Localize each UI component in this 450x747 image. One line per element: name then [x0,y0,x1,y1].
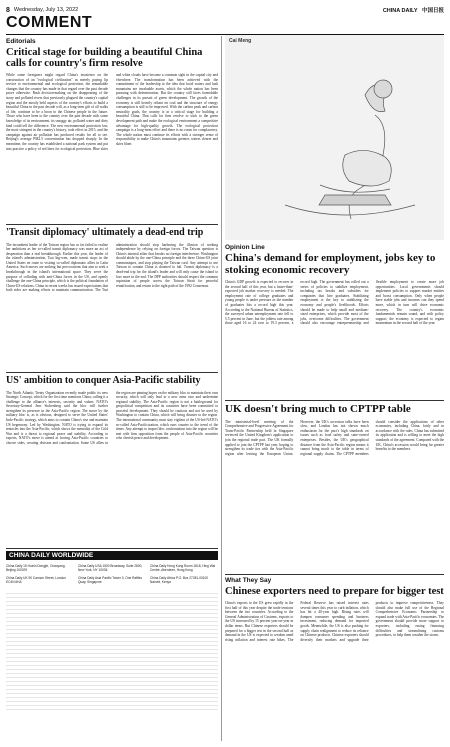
divider [6,372,218,373]
uk-editorial [225,404,444,570]
cartoon-illustration [225,35,444,240]
publisher-title: CHINA DAILY WORLDWIDE [6,551,218,560]
publisher-offices [6,564,218,584]
paper-name-chinese: 中国日报 [421,8,444,14]
cartoon-artist: Cai Meng [229,38,252,44]
taiwan-editorial [6,228,218,363]
page-number: 8 [6,6,10,14]
uk-headline: UK doesn't bring much to CPTPP table [225,403,411,415]
taiwan-headline: 'Transit diplomacy' ultimately a dead-end trip [6,227,204,238]
editorial-cartoon [225,35,444,240]
what-they-say [225,577,444,731]
uk-body: The ministerial-level meeting of the Comprehensive and Progressive Agreement for Trans-Pacific Partnership held in Singapore reviewed the United Kingdom's application to join the regional trade pact. The UK formally applied to join the CPTPP last year, hoping to strengthen its trade ties with the Asia-Pacific region after leaving the European Union. However, the UK's accession talks have been slow, and London has not shown much enthusiasm for the pact's high standards on issues such as food safety and state-owned enterprises. Besides, the UK's geographical distance from the Asia-Pacific region means it cannot bring much to the table in terms of regional supply chains. The CPTPP members should consider the applications of other economies, including China, fairly and in accordance with the rules. China has submitted its application and is willing to meet the high standards of the agreement. Compared with the UK, China's accession would bring far greater benefits to the members. [225,419,444,456]
editorial-kicker: Editorials [6,38,36,45]
taiwan-body: The incumbent leader of the Taiwan region has so far failed to realize her ambitions as her so-called transit diplomacy was more an act of desperation than a real breakthrough. Earlier this year, the leader of the island's administration, Tsai Ing-wen, made transit stops in the United States en route to visiting so-called diplomatic allies in Latin America. Such moves are nothing but provocations that aim to seek a breakthrough in the island's international space. They serve the purpose of colluding with anti-China forces in the US, and openly challenge the one-China principle, which is the political foundation of China-US relations. China in recent weeks has issued expectations that both sides are making efforts to maintain communication. The Tsai administration should stop harboring the illusion of seeking independence by relying on foreign forces. The Taiwan question is China's internal affair that brooks no foreign interference. Washington should abide by the one-China principle and the three China-US joint communiques, and stop playing the Taiwan card. Any attempt to use Taiwan to contain China is doomed to fail. Transit diplomacy is a dead-end trip for the island's leader and will only cause the island to lose more in the end. The DPP authorities should respect the common aspiration of people across the Taiwan Strait for peaceful reunification, and return to the right path of the 1992 Consensus. [6,242,218,293]
wts-kicker: What They Say [225,577,272,584]
editorial [6,38,218,221]
wts-headline: Chinese exporters need to prepare for bigger test [225,586,444,597]
section-title: COMMENT [6,14,93,31]
issue-date: Wednesday, July 13, 2022 [13,7,79,13]
publisher-box [6,551,218,710]
wts-body: China's exports to the US grew rapidly in the first half of this year despite the trade tensions between the two countries. According to the General Administration of Customs, exports to the US increased by 15 percent year-on-year in dollar terms. But Chinese exporters should be prepared for a bigger test in the second half as demand in the US is expected to weaken amid rising inflation and interest rate hikes. The Federal Reserve has raised interest rates several times this year to curb inflation, which has hit a 40-year high. Rising rates will dampen consumer spending and business investment, reducing demand for imported goods. Meanwhile, the US is also pushing for supply chain realignment to reduce its reliance on Chinese products. Chinese exporters should diversify their markets and upgrade their products to improve competitiveness. They should also make full use of the Regional Comprehensive Economic Partnership to expand trade with Asia-Pacific economies. The government should provide more support to exporters, including easing financing difficulties and streamlining customs procedures, to help them weather the storm. [225,601,444,642]
office-entry: China Daily Africa P.O. Box 27281-00100 Nairobi, Kenya [150,576,209,584]
opinion-headline: China's demand for employment, jobs key to stoking economic recovery [225,252,436,276]
divider [6,224,218,225]
publisher-fine-print [6,590,218,710]
divider [225,574,444,575]
editorial-headline: Critical stage for building a beautiful China calls for country's firm resolve [6,47,203,70]
office-entry: China Daily Hong Kong Room 1818, Hing Wai Centre, Aberdeen, Hong Kong [150,564,216,572]
divider [225,400,444,401]
opinion-line [225,244,444,388]
divider [6,548,218,549]
nato-body: The North Atlantic Treaty Organization recently made public its new Strategic Concept, which for the first time mentions China, calling it a challenge to the alliance's interests, security and values. NATO's Secretary-General Jens Stoltenberg said the bloc will further strengthen its presence in the Asia-Pacific region. The move by the military bloc is, as is obvious, designed to serve the United States' Indo-Pacific strategy, which aims to contain China's rise and maintain US hegemony. Led by Washington, NATO is trying to expand its tentacles into the Asia-Pacific, which shows the mentality of the Cold War and is a threat to regional peace and stability. According to experts, NATO's move is aimed at forcing Asia-Pacific countries to choose sides, creating division and confrontation. Some US allies in the region are pinning hopes on the military bloc to maintain their own security, which will only lead to a new arms race and undermine regional stability. The Asia-Pacific region is not a battleground for geopolitical competition and its countries have been committed to peaceful development. They should be cautious and not be used by Washington to contain China, which will bring disaster to the region. The international community must stay vigilant of the US-led NATO's so-called Asia-Pacificization, which runs counter to the trend of the times. Any attempt to import bloc confrontation into the region will be met with firm opposition from the people of Asia-Pacific countries who cherish peace and development. [6,390,218,446]
editorial-body: While some foreigners might regard China's insistence on the construction of an "ecological civilization" as merely paying lip service to environmental and ecological protection, the remarkable changes that the country has made in that regard over the past decade prove otherwise. Rash decision-making on the disappearing of the stony and polluted rivers that previously plagued the country's capital region and the mostly held aspects of the country's efforts to build a beautiful China in the past decade will, as a long-term gift of all walks of life, continue to be a boon to the Chinese people in the future. Those who have been to the country over the past decade with some knowledge of its environment, its smoggy air, polluted water and dirty land could tell the difference. The new environmental protection law, the most stringent in the country's history, took effect in 2015, and the campaign against air pollution has produced results for all to see. Beijing's average PM2.5 concentration has dropped sharply. In the meantime, the country has established a national park system and put into practice a policy of red lines for ecological protection. Blue skies and white clouds have become a common sight in the capital city and elsewhere. The transformation has been achieved with the commitment of the leadership to the idea that lucid waters and lush mountains are invaluable assets, which the whole nation has been pursuing with determination. But the country still faces formidable challenges in its pursuit of green development. The growth of the economy is still heavily reliant on coal and the structure of energy consumption is still to be improved. With the carbon peak and carbon neutrality goals, the country is at a critical stage for building a beautiful China. That calls for firm resolve to stick to the green development path and make the ecological environment a competitive advantage for high-quality growth. The ecological protection campaign is a long-term effort and there is no room for complacency. The whole nation must continue its efforts with a stronger sense of responsibility to make China's mountains greener, waters clearer and skies bluer. [6,73,218,151]
office-entry: China Daily 15 Huixin Dongjie, Chaoyang, Beijing 100029 [6,564,66,572]
column-divider [221,36,222,741]
opinion-body: China's GDP growth is expected to recover in the second half of this year, but a faster-than-expected job market recovery is needed. The employment rate of college graduates and young people is under pressure as the number of graduates hits a record high this year. According to the National Bureau of Statistics, the surveyed urban unemployment rate fell to 5.5 percent in June, but the jobless rate among those aged 16 to 24 rose to 19.3 percent, a record high. The government has rolled out a series of policies to stabilize employment, including tax breaks and subsidies for companies that hire graduates. Stabilizing employment is the key to stabilizing the economy and people's livelihoods. Efforts should be made to help small and medium-sized enterprises, which provide most of the jobs, overcome difficulties. The government should also encourage entrepreneurship and flexible employment to create more job opportunities. Local governments should implement policies to support market entities and boost consumption. Only when people have stable jobs and incomes can they spend more, which in turn will drive economic recovery. The country's economic fundamentals remain sound, and with policy support, the economy is expected to regain momentum in the second half of the year. [225,280,444,326]
nato-editorial [6,376,218,539]
paper-name: CHINA DAILY [382,8,418,14]
office-entry: China Daily Asia Pacific Tower 3, One Raffles Quay, Singapore [78,576,143,584]
opinion-kicker: Opinion Line [225,244,265,251]
office-entry: China Daily USA 1500 Broadway, Suite 2800, New York, NY 10036 [78,564,143,572]
office-entry: China Daily UK 90 Cannon Street, London EC4N 6HA [6,576,66,584]
nato-headline: US' ambition to conquer Asia-Pacific stability [6,375,201,386]
